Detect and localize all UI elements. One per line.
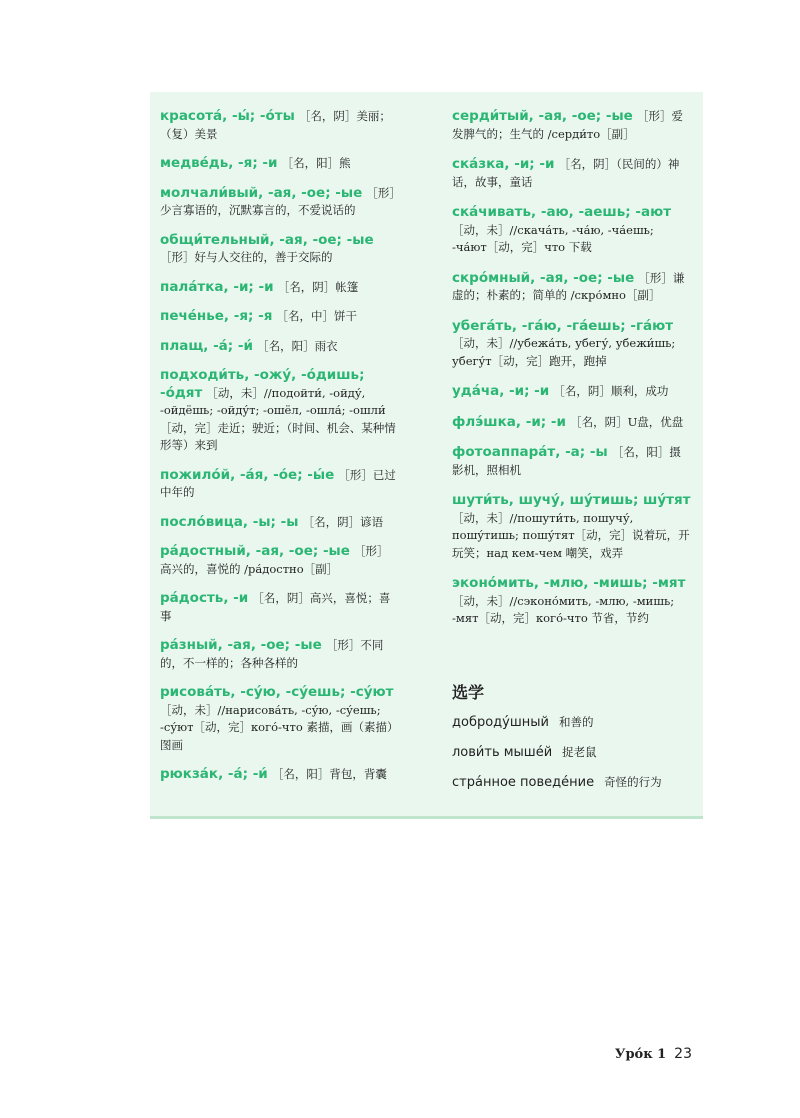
entry-gloss: ［形］谦虚的；朴素的；简单的 /скро́мно［副］ <box>452 270 685 302</box>
entry-gloss: ［名，阴］顺利，成功 <box>553 384 669 398</box>
optional-item-zh: 捉老鼠 <box>562 745 597 759</box>
entry-headword: рисова́ть, -су́ю, -су́ешь; -су́ют <box>160 684 394 700</box>
entry-gloss: ［形］高兴的，喜悦的 /ра́достно［副］ <box>160 544 389 576</box>
entry-gloss: ［名，阳］雨衣 <box>257 338 338 353</box>
lesson-label: Уро́к 1 <box>614 1047 667 1062</box>
entry-gloss: ［形］好与人交往的，善于交际的 <box>160 250 333 264</box>
entry-gloss: ［形］爱发脾气的；生气的 /серди́то［副］ <box>452 109 683 141</box>
entry-headword: пала́тка, -и; -и <box>160 278 274 295</box>
vocab-entry <box>452 444 692 479</box>
optional-item-zh: 和善的 <box>558 715 594 729</box>
entry-headword: фотоаппара́т, -а; -ы <box>452 444 608 460</box>
entry-headword: ра́достный, -ая, -ое; -ые <box>160 543 350 559</box>
vocab-entry <box>160 185 400 220</box>
entry-gloss: ［动，未］//пошути́ть, пошучу́, пошу́тишь; пошу́тят［动，完］说着玩，开玩笑；над кем-чем 嘲笑，戏弄 <box>452 510 690 560</box>
vocab-entry <box>160 279 400 297</box>
entry-headword: медве́дь, -я; -и <box>160 155 278 171</box>
vocab-entry <box>452 492 692 562</box>
vocab-entry <box>160 155 400 173</box>
entry-headword: общи́тельный, -ая, -ое; -ые <box>160 231 374 248</box>
entry-headword: флэ́шка, -и; -и <box>452 413 566 430</box>
entry-headword: подходи́ть, -ожу́, -о́дишь; -о́дят <box>160 367 365 401</box>
entry-headword: серди́тый, -ая, -ое; -ые <box>452 108 633 124</box>
vocab-entry <box>452 156 692 191</box>
vocab-entry <box>452 383 692 401</box>
entry-gloss: ［形］已过中年的 <box>160 467 396 499</box>
vocab-entry <box>160 590 400 625</box>
entry-gloss: ［形］少言寡语的，沉默寡言的，不爱说话的 <box>160 185 396 217</box>
entry-headword: ска́зка, -и; -и <box>452 156 555 172</box>
vocab-entry <box>160 543 400 578</box>
entry-gloss: ［名，阳］背包，背囊 <box>271 767 387 781</box>
vocab-entry <box>160 367 400 455</box>
page-footer <box>615 1046 692 1062</box>
vocab-entry <box>160 766 400 784</box>
entry-headword: красота́, -ы́; -о́ты <box>160 108 295 124</box>
entry-headword: ра́дость, -и <box>160 590 249 606</box>
entry-gloss: ［动，未］//убежа́ть, убегу́, убежи́шь; убегу́т［动，完］跑开，跑掉 <box>452 336 676 368</box>
vocab-entry <box>452 318 692 371</box>
entry-headword: ска́чивать, -аю, -аешь; -ают <box>452 204 672 220</box>
optional-item <box>452 714 593 730</box>
vocab-entry <box>160 108 400 143</box>
entry-headword: пожило́й, -а́я, -о́е; -ы́е <box>160 466 335 483</box>
entry-headword: убега́ть, -га́ю, -га́ешь; -га́ют <box>452 317 674 334</box>
entry-gloss: ［动，未］//нарисова́ть, -су́ю, -су́ешь; -су́ют［动，完］кого́-что 素描，画（素描）图画 <box>160 702 399 752</box>
optional-item-zh: 奇怪的行为 <box>604 775 662 789</box>
vocab-entry <box>452 204 692 257</box>
vocab-entry <box>452 575 692 628</box>
entry-headword: рюкза́к, -а́; -и́ <box>160 766 268 782</box>
entry-headword: эконо́мить, -млю, -мишь; -мят <box>452 575 686 591</box>
entry-gloss: ［名，中］饼干 <box>276 309 358 323</box>
optional-section-title: 选学 <box>452 683 485 702</box>
entry-headword: шути́ть, шучу́, шу́тишь; шу́тят <box>452 492 691 508</box>
entry-gloss: ［动，未］//сэконо́мить, -млю, -мишь; -мят［动，完］кого́-что 节省，节约 <box>452 593 675 625</box>
vocab-entry <box>452 270 692 305</box>
page-number: 23 <box>674 1046 692 1062</box>
entry-headword: пече́нье, -я; -я <box>160 308 273 324</box>
vocab-entry <box>160 232 400 267</box>
optional-item <box>452 774 662 790</box>
entry-gloss: ［形］不同的，不一样的；各种各样的 <box>160 638 384 670</box>
vocab-entry <box>160 684 400 754</box>
entry-gloss: ［名，阴］（民间的）神话，故事，童话 <box>452 157 680 189</box>
optional-item-ru: доброду́шный <box>452 715 549 730</box>
right-column <box>452 108 692 628</box>
optional-item <box>452 744 597 760</box>
vocab-entry <box>160 308 400 326</box>
entry-gloss: ［名，阳］熊 <box>281 156 351 170</box>
entry-gloss: ［名，阴］美丽；（复）美景 <box>160 109 391 141</box>
left-column <box>160 108 400 784</box>
entry-gloss: ［动，未］//скача́ть, -ча́ю, -ча́ешь; -ча́ют［动，完］что 下载 <box>452 222 654 254</box>
vocab-entry <box>160 514 400 532</box>
optional-item-ru: лови́ть мыше́й <box>452 745 553 760</box>
optional-item-ru: стра́нное поведе́ние <box>452 775 595 790</box>
entry-gloss: ［名，阴］高兴，喜悦；喜事 <box>160 591 391 623</box>
entry-gloss: ［名，阴］U盘，优盘 <box>570 414 684 429</box>
entry-gloss: ［名，阴］帐篷 <box>277 279 359 294</box>
vocab-entry <box>160 467 400 502</box>
entry-headword: скро́мный, -ая, -ое; -ые <box>452 269 635 286</box>
entry-headword: посло́вица, -ы; -ы <box>160 513 299 530</box>
entry-headword: молчали́вый, -ая, -ое; -ые <box>160 184 363 201</box>
entry-headword: уда́ча, -и; -и <box>452 383 550 399</box>
entry-gloss: ［名，阳］摄影机，照相机 <box>452 445 681 477</box>
vocab-entry <box>160 338 400 356</box>
entry-headword: ра́зный, -ая, -ое; -ые <box>160 637 322 653</box>
entry-headword: плащ, -а́; -и́ <box>160 337 253 354</box>
vocab-entry <box>452 414 692 432</box>
vocab-entry <box>452 108 692 143</box>
vocab-entry <box>160 637 400 672</box>
entry-gloss: ［动，未］//подойти́, -ойду́, -ойдёшь; -ойду́т; -ошёл, -ошла́; -ошли́ ［动，完］走近；驶近；（时间、机会、某种情形等）来到 <box>160 385 396 452</box>
entry-gloss: ［名，阴］谚语 <box>302 514 384 529</box>
